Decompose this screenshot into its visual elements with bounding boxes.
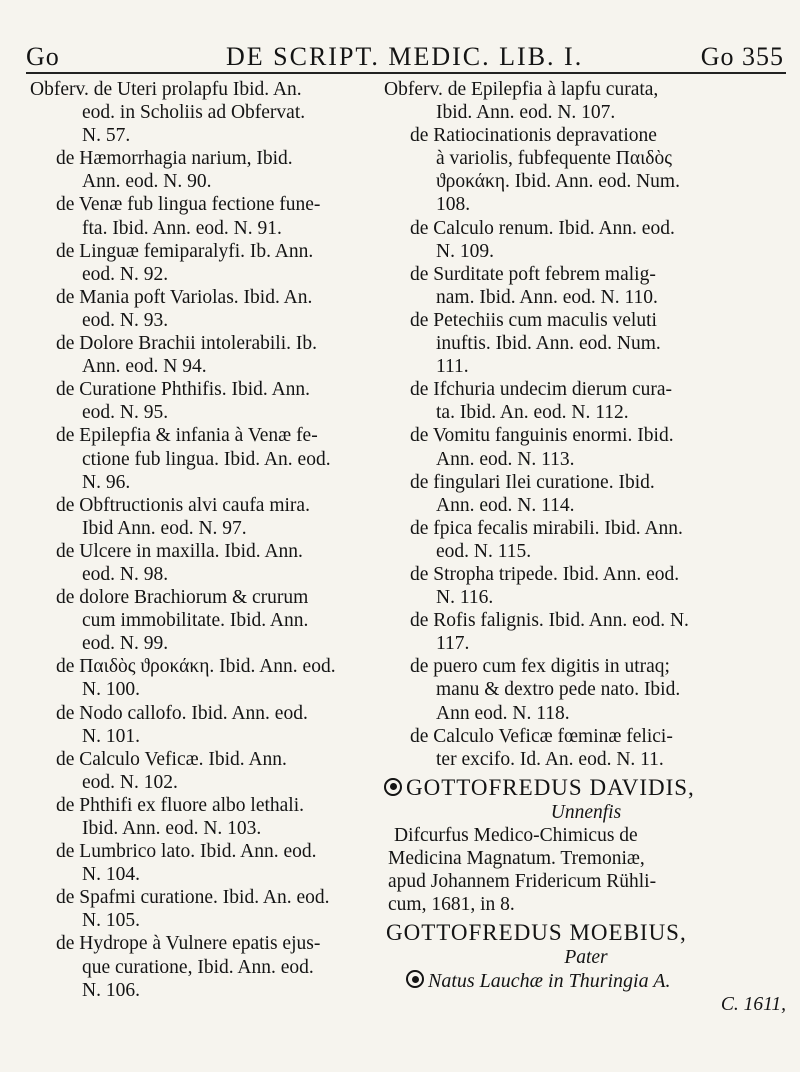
entry-line: de Dolore Brachii intolerabili. Ib. bbox=[56, 333, 318, 355]
entry-line: N. 116. bbox=[436, 587, 494, 609]
entry-line: de Calculo renum. Ibid. Ann. eod. bbox=[410, 217, 675, 239]
entry-line: Ibid. Ann. eod. N. 103. bbox=[82, 818, 262, 839]
entry-line: eod. in Scholiis ad Obfervat. bbox=[82, 102, 306, 124]
entry-line: de Ulcere in maxilla. Ibid. Ann. bbox=[56, 540, 303, 562]
right-column bbox=[384, 78, 788, 1016]
entry-line: de Venæ fub lingua fectione fune- bbox=[56, 194, 321, 216]
index-entry bbox=[30, 932, 382, 1001]
entry-line: de Calculo Veficæ fœminæ felici- bbox=[410, 725, 673, 747]
entry-line: de Nodo callofo. Ibid. Ann. eod. bbox=[56, 702, 308, 724]
index-entry bbox=[30, 240, 382, 286]
author-entry-moebius bbox=[384, 920, 788, 1016]
entry-line: eod. N. 98. bbox=[82, 563, 169, 585]
work-line: apud Johannem Fridericum Rühli- bbox=[388, 871, 657, 892]
entry-line: N. 101. bbox=[82, 725, 140, 747]
entry-line: de dolore Brachiorum & crurum bbox=[56, 587, 309, 609]
work-line: cum, 1681, in 8. bbox=[388, 894, 515, 916]
author-origin: Unnenfis bbox=[550, 801, 622, 823]
index-entry bbox=[384, 655, 788, 724]
entry-line: Ibid Ann. eod. N. 97. bbox=[82, 517, 247, 539]
work-line: Medicina Magnatum. Tremoniæ, bbox=[388, 847, 645, 869]
index-entry bbox=[30, 378, 382, 424]
header-page-number: Go 355 bbox=[700, 42, 784, 71]
entry-line: nam. Ibid. Ann. eod. N. 110. bbox=[436, 286, 658, 308]
index-entry bbox=[384, 78, 788, 124]
entry-line: eod. N. 115. bbox=[436, 540, 532, 562]
entry-line: N. 96. bbox=[82, 471, 131, 493]
entry-line: Obferv. de Uteri prolapfu Ibid. An. bbox=[30, 79, 302, 100]
entry-line: de Mania poft Variolas. Ibid. An. bbox=[56, 286, 313, 308]
index-entry bbox=[30, 794, 382, 840]
header-title: DE SCRIPT. MEDIC. LIB. I. bbox=[226, 42, 584, 71]
birth-place: Natus Lauchæ in Thuringia A. bbox=[428, 970, 671, 993]
entry-line: N. 57. bbox=[82, 125, 131, 147]
index-entry bbox=[30, 332, 382, 378]
index-entry bbox=[384, 609, 788, 655]
entry-line: de Phthifi ex fluore albo lethali. bbox=[56, 794, 305, 816]
entry-line: de Petechiis cum maculis veluti bbox=[410, 309, 657, 331]
entry-line: 117. bbox=[436, 633, 470, 655]
entry-line: de Epilepfia & infania à Venæ fe- bbox=[56, 425, 318, 447]
index-entry bbox=[384, 725, 788, 771]
index-entry bbox=[30, 424, 382, 493]
right-column-entries bbox=[384, 78, 788, 771]
entry-line: N. 109. bbox=[436, 240, 494, 262]
work-line: Difcurfus Medico-Chimicus de bbox=[394, 824, 638, 846]
index-entry bbox=[30, 586, 382, 655]
entry-line: que curatione, Ibid. Ann. eod. bbox=[82, 956, 314, 978]
entry-line: Ann. eod. N. 113. bbox=[436, 448, 575, 470]
index-entry bbox=[30, 494, 382, 540]
entry-line: de Hydrope à Vulnere epatis ejus- bbox=[56, 933, 321, 955]
index-entry bbox=[384, 378, 788, 424]
work-description bbox=[384, 824, 788, 916]
entry-line: de Obftructionis alvi caufa mira. bbox=[56, 494, 310, 516]
entry-line: de puero cum fex digitis in utraq; bbox=[410, 656, 670, 678]
entry-line: fta. Ibid. Ann. eod. N. 91. bbox=[82, 217, 282, 239]
index-entry bbox=[384, 563, 788, 609]
entry-line: eod. N. 95. bbox=[82, 402, 169, 424]
index-entry bbox=[30, 78, 382, 147]
index-entry bbox=[384, 263, 788, 309]
entry-line: de Linguæ femiparalyfi. Ib. Ann. bbox=[56, 240, 314, 262]
index-entry bbox=[384, 217, 788, 263]
entry-line: de Vomitu fanguinis enormi. Ibid. bbox=[410, 425, 674, 447]
entry-line: Ann. eod. N 94. bbox=[82, 356, 207, 378]
index-entry bbox=[30, 540, 382, 586]
index-entry bbox=[384, 124, 788, 216]
entry-line: eod. N. 99. bbox=[82, 633, 169, 655]
section-mark-icon bbox=[384, 778, 402, 796]
entry-line: de Hæmorrhagia narium, Ibid. bbox=[56, 148, 293, 170]
entry-line: cum immobilitate. Ibid. Ann. bbox=[82, 610, 309, 632]
index-entry bbox=[30, 147, 382, 193]
author-origin: Pater bbox=[564, 947, 608, 969]
entry-line: Ann. eod. N. 114. bbox=[436, 494, 575, 516]
index-entry bbox=[30, 655, 382, 701]
index-entry bbox=[384, 517, 788, 563]
author-name: GOTTOFREDUS DAVIDIS, bbox=[406, 774, 695, 800]
entry-line: de Stropha tripede. Ibid. Ann. eod. bbox=[410, 563, 680, 585]
entry-line: eod. N. 102. bbox=[82, 771, 178, 793]
entry-line: ϑροκάκη. Ibid. Ann. eod. Num. bbox=[436, 171, 680, 193]
entry-line: Ann. eod. N. 90. bbox=[82, 171, 212, 193]
entry-line: Ibid. Ann. eod. N. 107. bbox=[436, 102, 616, 124]
entry-line: de Lumbrico lato. Ibid. Ann. eod. bbox=[56, 841, 317, 863]
index-entry bbox=[384, 424, 788, 470]
entry-line: de Spafmi curatione. Ibid. An. eod. bbox=[56, 887, 330, 909]
index-entry bbox=[30, 840, 382, 886]
index-entry bbox=[30, 193, 382, 239]
entry-line: N. 106. bbox=[82, 979, 140, 1001]
author-heading bbox=[384, 775, 788, 801]
entry-line: 111. bbox=[436, 356, 469, 378]
entry-line: N. 104. bbox=[82, 864, 140, 886]
entry-line: ctione fub lingua. Ibid. An. eod. bbox=[82, 448, 331, 470]
entry-line: de Ifchuria undecim dierum cura- bbox=[410, 379, 673, 401]
entry-line: inuftis. Ibid. Ann. eod. Num. bbox=[436, 333, 661, 355]
header-rule bbox=[26, 72, 786, 74]
entry-line: 108. bbox=[436, 194, 471, 216]
birth-year: C. 1611, bbox=[720, 994, 786, 1016]
entry-line: ter excifo. Id. An. eod. N. 11. bbox=[436, 748, 664, 770]
entry-line: manu & dextro pede nato. Ibid. bbox=[436, 679, 681, 701]
section-mark-icon bbox=[406, 970, 424, 988]
entry-line: eod. N. 93. bbox=[82, 309, 169, 331]
index-entry bbox=[30, 886, 382, 932]
running-header bbox=[26, 38, 784, 74]
entry-line: à variolis, fubfequente Παιδὸς bbox=[436, 148, 672, 170]
header-left-catchword: Go bbox=[26, 42, 60, 71]
entry-line: Obferv. de Epilepfia à lapfu curata, bbox=[384, 79, 659, 100]
entry-line: de Curatione Phthifis. Ibid. Ann. bbox=[56, 379, 311, 401]
entry-line: N. 100. bbox=[82, 679, 140, 701]
left-column bbox=[30, 78, 382, 1002]
entry-line: N. 105. bbox=[82, 910, 140, 932]
entry-line: eod. N. 92. bbox=[82, 263, 169, 285]
entry-line: de fingulari Ilei curatione. Ibid. bbox=[410, 471, 655, 493]
index-entry bbox=[30, 702, 382, 748]
entry-line: de fpica fecalis mirabili. Ibid. Ann. bbox=[410, 517, 683, 539]
entry-line: de Rofis falignis. Ibid. Ann. eod. N. bbox=[410, 610, 689, 632]
entry-line: de Surditate poft febrem malig- bbox=[410, 263, 656, 285]
author-entry-davidis bbox=[384, 775, 788, 916]
entry-line: de Παιδὸς ϑροκάκη. Ibid. Ann. eod. bbox=[56, 656, 336, 678]
birth-line bbox=[384, 969, 788, 993]
index-entry bbox=[30, 748, 382, 794]
entry-line: de Ratiocinationis depravatione bbox=[410, 125, 657, 147]
entry-line: Ann eod. N. 118. bbox=[436, 702, 570, 724]
author-heading: GOTTOFREDUS MOEBIUS, bbox=[386, 920, 687, 946]
entry-line: ta. Ibid. An. eod. N. 112. bbox=[436, 402, 629, 424]
entry-line: de Calculo Veficæ. Ibid. Ann. bbox=[56, 748, 287, 770]
index-entry bbox=[384, 309, 788, 378]
index-entry bbox=[384, 471, 788, 517]
index-entry bbox=[30, 286, 382, 332]
